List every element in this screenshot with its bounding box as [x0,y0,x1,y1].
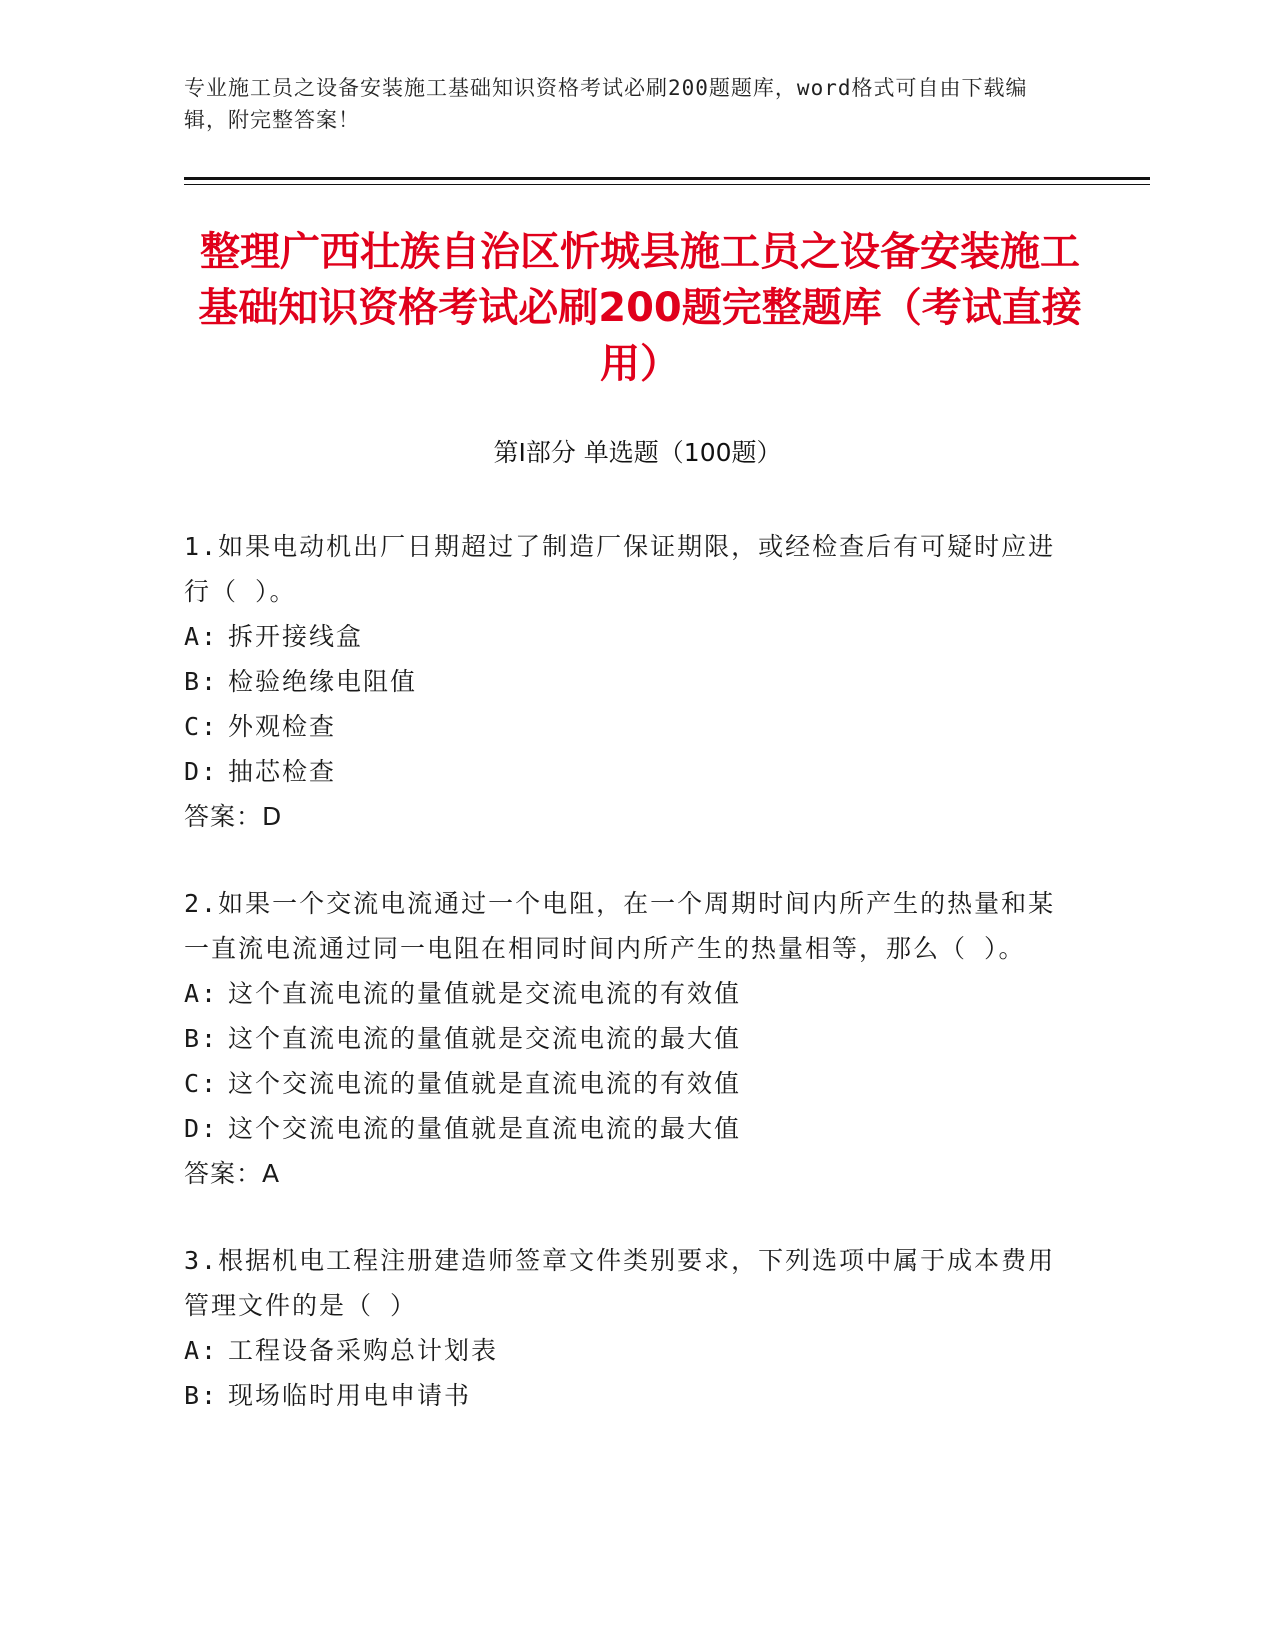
option-b [184,659,1064,704]
question-1 [184,524,1064,839]
option-text: 这个直流电流的量值就是交流电流的有效值 [228,979,742,1008]
option-a [184,614,1064,659]
option-a [184,971,1064,1016]
question-stem: 2.如果一个交流电流通过一个电阻，在一个周期时间内所产生的热量和某一直流电流通过同一电阻在相同时间内所产生的热量相等，那么（ ）。 [184,889,1056,963]
question-2 [184,881,1064,1196]
option-text: 这个直流电流的量值就是交流电流的最大值 [228,1024,742,1053]
document-title: 整理广西壮族自治区忻城县施工员之设备安装施工基础知识资格考试必刷200题完整题库（考试直接用） [198,229,1082,387]
option-text: 抽芯检查 [228,757,337,786]
option-key: C: [184,1069,219,1098]
option-key: A: [184,622,219,651]
option-key: D: [184,757,219,786]
option-text: 检验绝缘电阻值 [228,667,418,696]
option-key: B: [184,1024,219,1053]
question-answer: 答案：D [184,802,283,831]
header-rule-thick [184,177,1150,180]
option-b [184,1016,1064,1061]
option-text: 现场临时用电申请书 [228,1381,472,1410]
option-b [184,1373,1064,1418]
option-key: C: [184,712,219,741]
option-d [184,1106,1064,1151]
question-stem: 1.如果电动机出厂日期超过了制造厂保证期限，或经检查后有可疑时应进行（ ）。 [184,532,1056,606]
question-3 [184,1238,1064,1418]
option-c [184,1061,1064,1106]
header-rule-thin [184,184,1150,185]
section-title: 第Ⅰ部分 单选题（100题） [493,438,782,467]
option-key: B: [184,667,219,696]
option-text: 外观检查 [228,712,337,741]
option-key: A: [184,1336,219,1365]
header-note: 专业施工员之设备安装施工基础知识资格考试必刷200题题库，word格式可自由下载编辑，附完整答案！ [184,76,1028,132]
option-key: D: [184,1114,219,1143]
question-list [184,524,1064,1460]
option-text: 拆开接线盒 [228,622,364,651]
option-key: B: [184,1381,219,1410]
option-d [184,749,1064,794]
option-a [184,1328,1064,1373]
option-text: 工程设备采购总计划表 [228,1336,499,1365]
question-stem: 3.根据机电工程注册建造师签章文件类别要求，下列选项中属于成本费用管理文件的是（ ） [184,1246,1056,1320]
option-text: 这个交流电流的量值就是直流电流的有效值 [228,1069,742,1098]
option-key: A: [184,979,219,1008]
question-answer: 答案：A [184,1159,281,1188]
option-text: 这个交流电流的量值就是直流电流的最大值 [228,1114,742,1143]
option-c [184,704,1064,749]
